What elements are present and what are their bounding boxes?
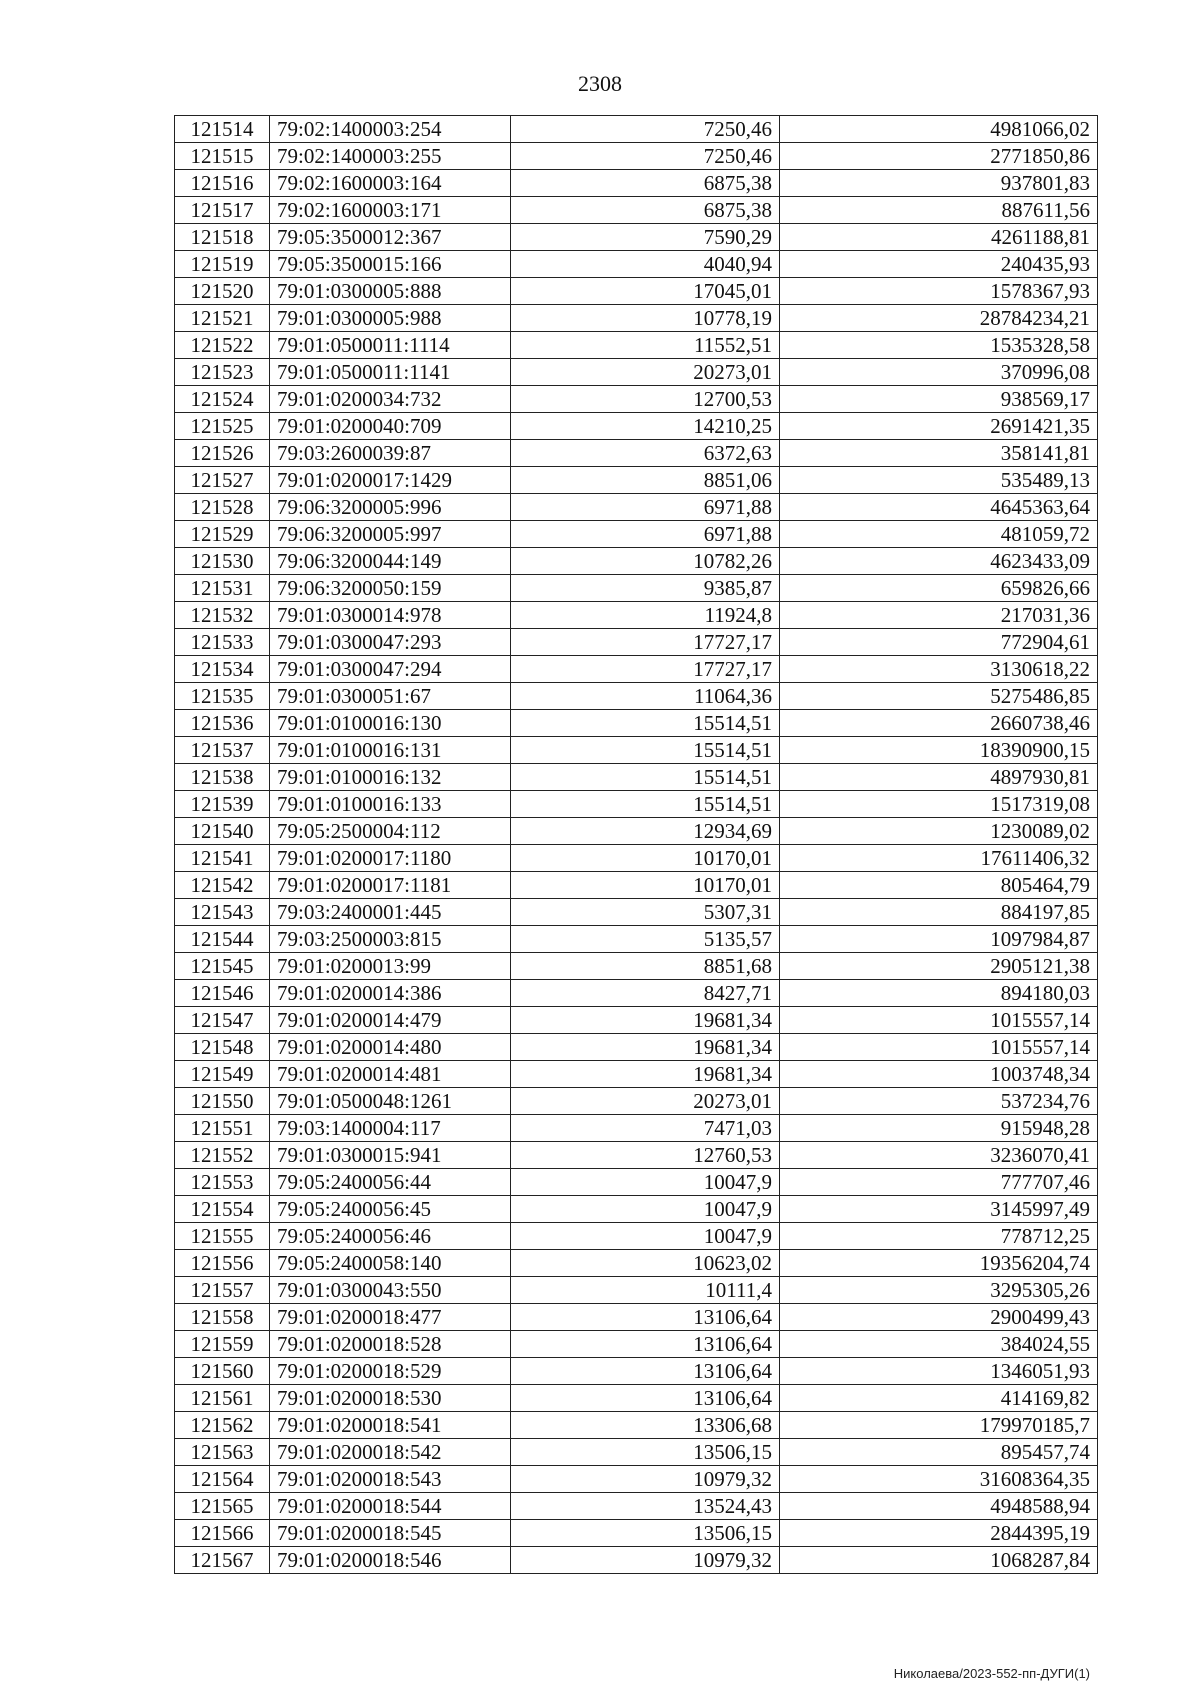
specific-value-cell: 10782,26 (511, 548, 780, 575)
specific-value-cell: 7590,29 (511, 224, 780, 251)
table-row (175, 1061, 1098, 1088)
row-number-cell: 121551 (175, 1115, 270, 1142)
cadastral-number-cell: 79:06:3200044:149 (270, 548, 511, 575)
table-row (175, 818, 1098, 845)
cadastral-value-cell: 1535328,58 (780, 332, 1098, 359)
table-row (175, 1304, 1098, 1331)
cadastral-number-cell: 79:01:0200018:477 (270, 1304, 511, 1331)
row-number-cell: 121545 (175, 953, 270, 980)
cadastral-number-cell: 79:05:2400056:46 (270, 1223, 511, 1250)
cadastral-value-cell: 28784234,21 (780, 305, 1098, 332)
specific-value-cell: 11924,8 (511, 602, 780, 629)
specific-value-cell: 20273,01 (511, 1088, 780, 1115)
table-row (175, 467, 1098, 494)
table-row (175, 629, 1098, 656)
table-row (175, 1547, 1098, 1574)
table-row (175, 521, 1098, 548)
cadastral-number-cell: 79:05:3500015:166 (270, 251, 511, 278)
row-number-cell: 121550 (175, 1088, 270, 1115)
row-number-cell: 121544 (175, 926, 270, 953)
table-row (175, 1223, 1098, 1250)
cadastral-value-cell: 1578367,93 (780, 278, 1098, 305)
cadastral-number-cell: 79:01:0200017:1180 (270, 845, 511, 872)
table-row (175, 170, 1098, 197)
table-row (175, 224, 1098, 251)
cadastral-number-cell: 79:01:0300005:988 (270, 305, 511, 332)
table-row (175, 197, 1098, 224)
table-row (175, 413, 1098, 440)
cadastral-value-cell: 2771850,86 (780, 143, 1098, 170)
table-row (175, 1385, 1098, 1412)
cadastral-value-cell: 1068287,84 (780, 1547, 1098, 1574)
cadastral-number-cell: 79:01:0300015:941 (270, 1142, 511, 1169)
cadastral-value-cell: 1230089,02 (780, 818, 1098, 845)
cadastral-number-cell: 79:05:2400056:45 (270, 1196, 511, 1223)
cadastral-number-cell: 79:01:0300047:294 (270, 656, 511, 683)
specific-value-cell: 13106,64 (511, 1304, 780, 1331)
row-number-cell: 121552 (175, 1142, 270, 1169)
table-row (175, 116, 1098, 143)
cadastral-value-cell: 1346051,93 (780, 1358, 1098, 1385)
cadastral-value-cell: 4981066,02 (780, 116, 1098, 143)
cadastral-value-cell: 1003748,34 (780, 1061, 1098, 1088)
row-number-cell: 121547 (175, 1007, 270, 1034)
cadastral-value-cell: 5275486,85 (780, 683, 1098, 710)
table-row (175, 1196, 1098, 1223)
specific-value-cell: 13106,64 (511, 1385, 780, 1412)
specific-value-cell: 13506,15 (511, 1439, 780, 1466)
cadastral-number-cell: 79:01:0200018:545 (270, 1520, 511, 1547)
table-row (175, 602, 1098, 629)
row-number-cell: 121514 (175, 116, 270, 143)
specific-value-cell: 13506,15 (511, 1520, 780, 1547)
table-row (175, 1169, 1098, 1196)
row-number-cell: 121559 (175, 1331, 270, 1358)
row-number-cell: 121567 (175, 1547, 270, 1574)
cadastral-number-cell: 79:01:0200018:546 (270, 1547, 511, 1574)
specific-value-cell: 13306,68 (511, 1412, 780, 1439)
row-number-cell: 121548 (175, 1034, 270, 1061)
cadastral-number-cell: 79:01:0200017:1181 (270, 872, 511, 899)
specific-value-cell: 14210,25 (511, 413, 780, 440)
row-number-cell: 121529 (175, 521, 270, 548)
table-row (175, 1358, 1098, 1385)
table-row (175, 1331, 1098, 1358)
table-row (175, 1007, 1098, 1034)
cadastral-number-cell: 79:01:0200018:530 (270, 1385, 511, 1412)
table-row (175, 656, 1098, 683)
row-number-cell: 121564 (175, 1466, 270, 1493)
cadastral-number-cell: 79:05:2400058:140 (270, 1250, 511, 1277)
specific-value-cell: 7250,46 (511, 116, 780, 143)
specific-value-cell: 6875,38 (511, 197, 780, 224)
table-row (175, 1142, 1098, 1169)
row-number-cell: 121526 (175, 440, 270, 467)
specific-value-cell: 10170,01 (511, 845, 780, 872)
table-row (175, 1277, 1098, 1304)
table-row (175, 710, 1098, 737)
row-number-cell: 121516 (175, 170, 270, 197)
specific-value-cell: 20273,01 (511, 359, 780, 386)
specific-value-cell: 6875,38 (511, 170, 780, 197)
cadastral-number-cell: 79:06:3200050:159 (270, 575, 511, 602)
specific-value-cell: 6372,63 (511, 440, 780, 467)
table-row (175, 359, 1098, 386)
specific-value-cell: 19681,34 (511, 1034, 780, 1061)
table-row (175, 845, 1098, 872)
cadastral-number-cell: 79:02:1600003:171 (270, 197, 511, 224)
cadastral-number-cell: 79:05:3500012:367 (270, 224, 511, 251)
table-row (175, 1115, 1098, 1142)
specific-value-cell: 12934,69 (511, 818, 780, 845)
cadastral-number-cell: 79:06:3200005:996 (270, 494, 511, 521)
table-row (175, 1493, 1098, 1520)
cadastral-value-cell: 3236070,41 (780, 1142, 1098, 1169)
cadastral-value-cell: 358141,81 (780, 440, 1098, 467)
table-row (175, 1250, 1098, 1277)
specific-value-cell: 15514,51 (511, 710, 780, 737)
specific-value-cell: 13524,43 (511, 1493, 780, 1520)
cadastral-value-cell: 1015557,14 (780, 1034, 1098, 1061)
cadastral-value-cell: 4261188,81 (780, 224, 1098, 251)
cadastral-number-cell: 79:01:0200018:544 (270, 1493, 511, 1520)
cadastral-number-cell: 79:01:0200018:541 (270, 1412, 511, 1439)
specific-value-cell: 4040,94 (511, 251, 780, 278)
cadastral-value-cell: 805464,79 (780, 872, 1098, 899)
cadastral-value-cell: 1015557,14 (780, 1007, 1098, 1034)
cadastral-value-cell: 179970185,7 (780, 1412, 1098, 1439)
specific-value-cell: 17045,01 (511, 278, 780, 305)
specific-value-cell: 10979,32 (511, 1466, 780, 1493)
cadastral-number-cell: 79:01:0200018:528 (270, 1331, 511, 1358)
specific-value-cell: 17727,17 (511, 656, 780, 683)
row-number-cell: 121543 (175, 899, 270, 926)
row-number-cell: 121515 (175, 143, 270, 170)
specific-value-cell: 10778,19 (511, 305, 780, 332)
table-row (175, 1439, 1098, 1466)
cadastral-value-cell: 937801,83 (780, 170, 1098, 197)
row-number-cell: 121522 (175, 332, 270, 359)
row-number-cell: 121539 (175, 791, 270, 818)
cadastral-value-cell: 2905121,38 (780, 953, 1098, 980)
cadastral-value-cell: 895457,74 (780, 1439, 1098, 1466)
row-number-cell: 121553 (175, 1169, 270, 1196)
row-number-cell: 121562 (175, 1412, 270, 1439)
specific-value-cell: 13106,64 (511, 1358, 780, 1385)
specific-value-cell: 7471,03 (511, 1115, 780, 1142)
row-number-cell: 121521 (175, 305, 270, 332)
table-row (175, 440, 1098, 467)
row-number-cell: 121546 (175, 980, 270, 1007)
cadastral-number-cell: 79:01:0100016:132 (270, 764, 511, 791)
cadastral-value-cell: 777707,46 (780, 1169, 1098, 1196)
cadastral-number-cell: 79:01:0500011:1141 (270, 359, 511, 386)
specific-value-cell: 15514,51 (511, 791, 780, 818)
row-number-cell: 121533 (175, 629, 270, 656)
cadastral-number-cell: 79:01:0100016:131 (270, 737, 511, 764)
cadastral-value-cell: 884197,85 (780, 899, 1098, 926)
specific-value-cell: 12760,53 (511, 1142, 780, 1169)
specific-value-cell: 13106,64 (511, 1331, 780, 1358)
table-row (175, 899, 1098, 926)
specific-value-cell: 11064,36 (511, 683, 780, 710)
table-row (175, 1412, 1098, 1439)
table-row (175, 980, 1098, 1007)
row-number-cell: 121517 (175, 197, 270, 224)
row-number-cell: 121531 (175, 575, 270, 602)
cadastral-number-cell: 79:01:0200040:709 (270, 413, 511, 440)
row-number-cell: 121558 (175, 1304, 270, 1331)
specific-value-cell: 10047,9 (511, 1196, 780, 1223)
cadastral-value-cell: 370996,08 (780, 359, 1098, 386)
specific-value-cell: 8851,06 (511, 467, 780, 494)
row-number-cell: 121563 (175, 1439, 270, 1466)
row-number-cell: 121540 (175, 818, 270, 845)
cadastral-number-cell: 79:01:0300047:293 (270, 629, 511, 656)
specific-value-cell: 10047,9 (511, 1169, 780, 1196)
table-row (175, 926, 1098, 953)
cadastral-number-cell: 79:01:0500011:1114 (270, 332, 511, 359)
cadastral-number-cell: 79:02:1400003:254 (270, 116, 511, 143)
cadastral-value-cell: 31608364,35 (780, 1466, 1098, 1493)
table-row (175, 548, 1098, 575)
specific-value-cell: 10047,9 (511, 1223, 780, 1250)
row-number-cell: 121518 (175, 224, 270, 251)
cadastral-number-cell: 79:01:0100016:130 (270, 710, 511, 737)
cadastral-value-cell: 4623433,09 (780, 548, 1098, 575)
cadastral-number-cell: 79:01:0200013:99 (270, 953, 511, 980)
cadastral-number-cell: 79:01:0300014:978 (270, 602, 511, 629)
cadastral-number-cell: 79:02:1600003:164 (270, 170, 511, 197)
cadastral-value-cell: 1097984,87 (780, 926, 1098, 953)
cadastral-number-cell: 79:01:0300051:67 (270, 683, 511, 710)
cadastral-number-cell: 79:01:0200014:479 (270, 1007, 511, 1034)
table-row (175, 386, 1098, 413)
cadastral-value-cell: 535489,13 (780, 467, 1098, 494)
cadastral-value-cell: 217031,36 (780, 602, 1098, 629)
row-number-cell: 121536 (175, 710, 270, 737)
table-row (175, 305, 1098, 332)
table-row (175, 278, 1098, 305)
specific-value-cell: 5307,31 (511, 899, 780, 926)
cadastral-value-cell: 384024,55 (780, 1331, 1098, 1358)
row-number-cell: 121532 (175, 602, 270, 629)
specific-value-cell: 11552,51 (511, 332, 780, 359)
cadastral-value-cell: 4645363,64 (780, 494, 1098, 521)
specific-value-cell: 19681,34 (511, 1007, 780, 1034)
table-row (175, 872, 1098, 899)
table-body (175, 116, 1098, 1574)
cadastral-value-cell: 915948,28 (780, 1115, 1098, 1142)
cadastral-value-cell: 18390900,15 (780, 737, 1098, 764)
cadastral-value-cell: 4948588,94 (780, 1493, 1098, 1520)
row-number-cell: 121549 (175, 1061, 270, 1088)
row-number-cell: 121534 (175, 656, 270, 683)
cadastral-number-cell: 79:05:2500004:112 (270, 818, 511, 845)
specific-value-cell: 6971,88 (511, 521, 780, 548)
specific-value-cell: 5135,57 (511, 926, 780, 953)
table-row (175, 764, 1098, 791)
cadastral-number-cell: 79:03:2600039:87 (270, 440, 511, 467)
row-number-cell: 121538 (175, 764, 270, 791)
cadastral-number-cell: 79:01:0200014:386 (270, 980, 511, 1007)
cadastral-value-cell: 4897930,81 (780, 764, 1098, 791)
cadastral-number-cell: 79:03:1400004:117 (270, 1115, 511, 1142)
cadastral-value-cell: 2844395,19 (780, 1520, 1098, 1547)
specific-value-cell: 19681,34 (511, 1061, 780, 1088)
specific-value-cell: 6971,88 (511, 494, 780, 521)
cadastral-value-cell: 2660738,46 (780, 710, 1098, 737)
table-row (175, 1466, 1098, 1493)
cadastral-value-cell: 481059,72 (780, 521, 1098, 548)
cadastral-number-cell: 79:01:0200034:732 (270, 386, 511, 413)
cadastral-number-cell: 79:05:2400056:44 (270, 1169, 511, 1196)
row-number-cell: 121527 (175, 467, 270, 494)
cadastral-number-cell: 79:01:0300005:888 (270, 278, 511, 305)
specific-value-cell: 17727,17 (511, 629, 780, 656)
table-row (175, 1088, 1098, 1115)
cadastral-value-cell: 3295305,26 (780, 1277, 1098, 1304)
cadastral-value-cell: 1517319,08 (780, 791, 1098, 818)
table-row (175, 953, 1098, 980)
specific-value-cell: 10979,32 (511, 1547, 780, 1574)
cadastral-value-cell: 772904,61 (780, 629, 1098, 656)
cadastral-number-cell: 79:01:0200018:542 (270, 1439, 511, 1466)
cadastral-number-cell: 79:03:2400001:445 (270, 899, 511, 926)
cadastral-number-cell: 79:01:0200017:1429 (270, 467, 511, 494)
cadastral-value-cell: 938569,17 (780, 386, 1098, 413)
cadastral-value-cell: 537234,76 (780, 1088, 1098, 1115)
cadastral-value-cell: 3145997,49 (780, 1196, 1098, 1223)
row-number-cell: 121565 (175, 1493, 270, 1520)
specific-value-cell: 7250,46 (511, 143, 780, 170)
specific-value-cell: 8851,68 (511, 953, 780, 980)
cadastral-number-cell: 79:01:0200018:543 (270, 1466, 511, 1493)
cadastral-number-cell: 79:01:0200014:481 (270, 1061, 511, 1088)
row-number-cell: 121528 (175, 494, 270, 521)
cadastral-value-cell: 2691421,35 (780, 413, 1098, 440)
specific-value-cell: 12700,53 (511, 386, 780, 413)
row-number-cell: 121561 (175, 1385, 270, 1412)
table-row (175, 791, 1098, 818)
row-number-cell: 121520 (175, 278, 270, 305)
table-row (175, 737, 1098, 764)
specific-value-cell: 8427,71 (511, 980, 780, 1007)
specific-value-cell: 10623,02 (511, 1250, 780, 1277)
cadastral-value-cell: 240435,93 (780, 251, 1098, 278)
cadastral-value-cell: 19356204,74 (780, 1250, 1098, 1277)
table-row (175, 251, 1098, 278)
row-number-cell: 121541 (175, 845, 270, 872)
row-number-cell: 121555 (175, 1223, 270, 1250)
row-number-cell: 121530 (175, 548, 270, 575)
row-number-cell: 121525 (175, 413, 270, 440)
cadastral-number-cell: 79:02:1400003:255 (270, 143, 511, 170)
table-row (175, 683, 1098, 710)
table-row (175, 575, 1098, 602)
document-footer: Николаева/2023-552-пп-ДУГИ(1) (893, 1666, 1090, 1681)
cadastral-number-cell: 79:06:3200005:997 (270, 521, 511, 548)
row-number-cell: 121535 (175, 683, 270, 710)
cadastral-value-cell: 887611,56 (780, 197, 1098, 224)
table-row (175, 494, 1098, 521)
cadastral-number-cell: 79:01:0300043:550 (270, 1277, 511, 1304)
cadastral-number-cell: 79:01:0500048:1261 (270, 1088, 511, 1115)
specific-value-cell: 15514,51 (511, 737, 780, 764)
cadastral-value-cell: 3130618,22 (780, 656, 1098, 683)
cadastral-value-cell: 414169,82 (780, 1385, 1098, 1412)
specific-value-cell: 15514,51 (511, 764, 780, 791)
table-row (175, 332, 1098, 359)
row-number-cell: 121537 (175, 737, 270, 764)
table-row (175, 1520, 1098, 1547)
row-number-cell: 121560 (175, 1358, 270, 1385)
table-row (175, 143, 1098, 170)
row-number-cell: 121523 (175, 359, 270, 386)
row-number-cell: 121566 (175, 1520, 270, 1547)
specific-value-cell: 9385,87 (511, 575, 780, 602)
row-number-cell: 121557 (175, 1277, 270, 1304)
cadastral-number-cell: 79:01:0200018:529 (270, 1358, 511, 1385)
specific-value-cell: 10111,4 (511, 1277, 780, 1304)
cadastral-value-cell: 2900499,43 (780, 1304, 1098, 1331)
cadastral-value-cell: 659826,66 (780, 575, 1098, 602)
cadastral-value-table (174, 115, 1098, 1574)
row-number-cell: 121556 (175, 1250, 270, 1277)
row-number-cell: 121519 (175, 251, 270, 278)
cadastral-value-cell: 894180,03 (780, 980, 1098, 1007)
page-number: 2308 (578, 71, 622, 96)
row-number-cell: 121554 (175, 1196, 270, 1223)
cadastral-number-cell: 79:03:2500003:815 (270, 926, 511, 953)
row-number-cell: 121524 (175, 386, 270, 413)
cadastral-number-cell: 79:01:0100016:133 (270, 791, 511, 818)
cadastral-value-cell: 17611406,32 (780, 845, 1098, 872)
cadastral-number-cell: 79:01:0200014:480 (270, 1034, 511, 1061)
table-row (175, 1034, 1098, 1061)
cadastral-value-cell: 778712,25 (780, 1223, 1098, 1250)
specific-value-cell: 10170,01 (511, 872, 780, 899)
row-number-cell: 121542 (175, 872, 270, 899)
